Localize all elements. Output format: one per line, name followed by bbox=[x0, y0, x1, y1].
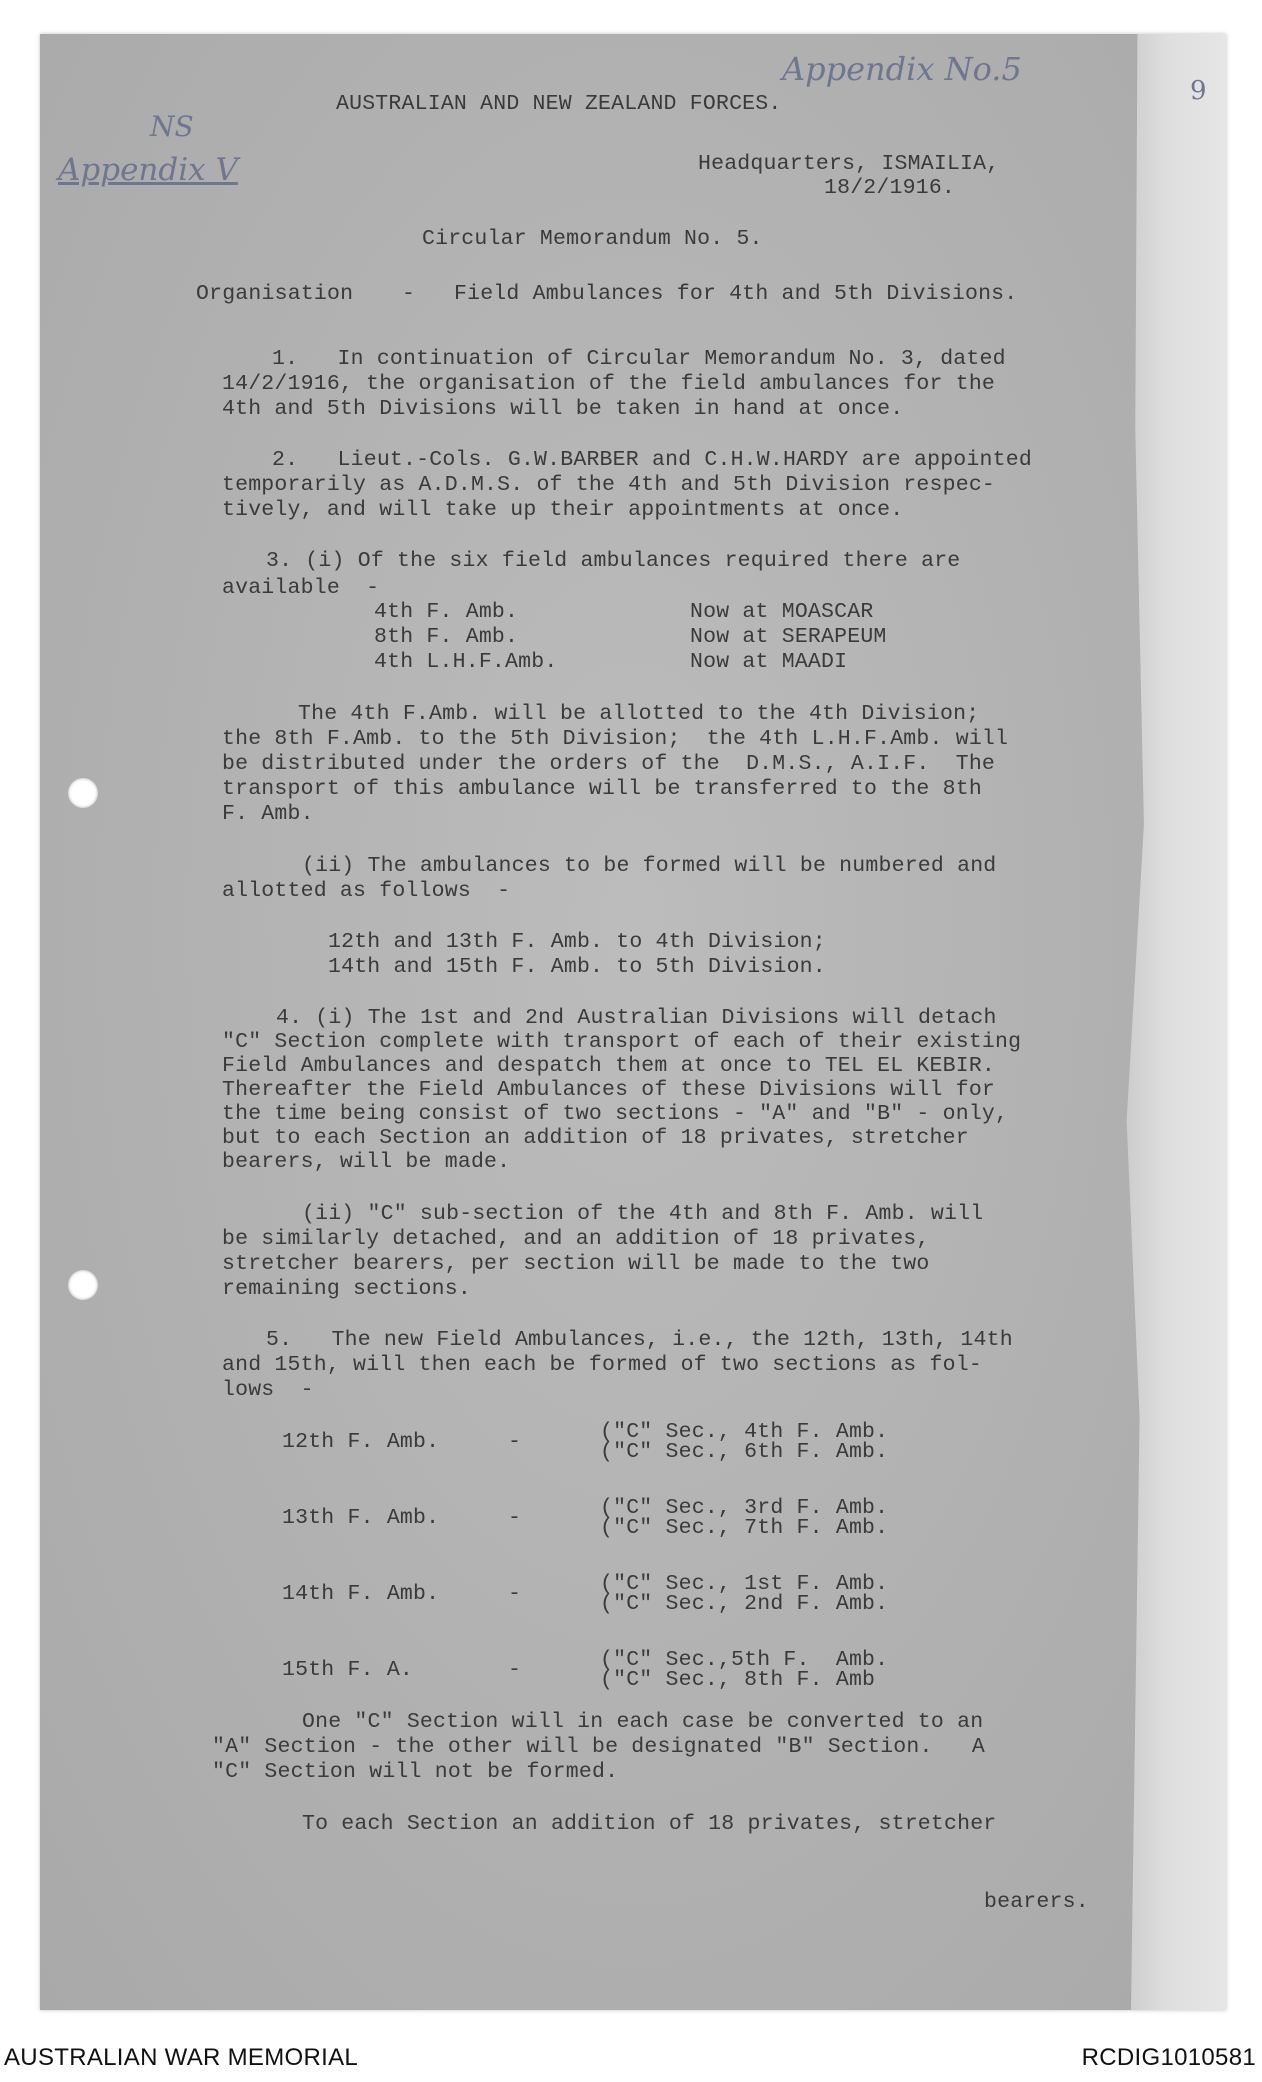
formation-unit: 15th F. A. bbox=[282, 1658, 414, 1682]
text-line: One "C" Section will in each case be converted to an bbox=[302, 1710, 984, 1734]
text-line: be distributed under the orders of the D.M.S., A.I.F. The bbox=[222, 752, 996, 776]
handwritten-appendix-roman: Appendix V bbox=[58, 152, 238, 188]
text-line: lows - bbox=[222, 1378, 314, 1402]
text-line: F. Amb. bbox=[222, 802, 314, 826]
text-line: Thereafter the Field Ambulances of these Divisions will for bbox=[222, 1078, 996, 1102]
memo-date: 18/2/1916. bbox=[824, 176, 956, 200]
handwritten-appendix-number: Appendix No.5 bbox=[782, 50, 1022, 88]
text-line: transport of this ambulance will be transferred to the 8th bbox=[222, 777, 982, 801]
page-number: 9 bbox=[1190, 76, 1207, 106]
formation-dash: - bbox=[508, 1430, 522, 1454]
available-unit: 4th L.H.F.Amb. bbox=[374, 650, 558, 674]
available-location: Now at MAADI bbox=[690, 650, 848, 674]
text-line: the time being consist of two sections - "A" and "B" - only, bbox=[222, 1102, 1009, 1126]
text-line: allotted as follows - bbox=[222, 879, 511, 903]
subject-dash: - bbox=[402, 282, 416, 306]
handwritten-ns-mark: NS bbox=[150, 110, 194, 143]
text-line: 5. The new Field Ambulances, i.e., the 12th, 13th, 14th bbox=[266, 1328, 1013, 1352]
text-line: but to each Section an addition of 18 privates, stretcher bbox=[222, 1126, 969, 1150]
formation-unit: 13th F. Amb. bbox=[282, 1506, 440, 1530]
available-unit: 8th F. Amb. bbox=[374, 625, 519, 649]
paper-edge-shading bbox=[1118, 34, 1226, 2010]
text-line: 2. Lieut.-Cols. G.W.BARBER and C.H.W.HARDY are appointed bbox=[272, 448, 1032, 472]
formation-dash: - bbox=[508, 1506, 522, 1530]
available-unit: 4th F. Amb. bbox=[374, 600, 519, 624]
text-line: The 4th F.Amb. will be allotted to the 4th Division; bbox=[298, 702, 980, 726]
formation-section: ("C" Sec., 3rd F. Amb. bbox=[600, 1496, 889, 1520]
formation-section: ("C" Sec., 6th F. Amb. bbox=[600, 1440, 889, 1464]
text-line: available - bbox=[222, 576, 380, 600]
numbered-allotment: 14th and 15th F. Amb. to 5th Division. bbox=[328, 955, 826, 979]
formation-dash: - bbox=[508, 1658, 522, 1682]
document-page bbox=[40, 34, 1226, 2010]
memo-title: Circular Memorandum No. 5. bbox=[422, 227, 763, 251]
formation-section: ("C" Sec., 7th F. Amb. bbox=[600, 1516, 889, 1540]
text-line: stretcher bearers, per section will be made to the two bbox=[222, 1252, 930, 1276]
available-location: Now at MOASCAR bbox=[690, 600, 874, 624]
text-line: 4. (i) The 1st and 2nd Australian Divisions will detach bbox=[276, 1006, 997, 1030]
formation-dash: - bbox=[508, 1582, 522, 1606]
text-line: tively, and will take up their appointments at once. bbox=[222, 498, 904, 522]
footer-record-id: RCDIG1010581 bbox=[1081, 2044, 1256, 2071]
formation-section: ("C" Sec., 1st F. Amb. bbox=[600, 1572, 889, 1596]
subject-text: Field Ambulances for 4th and 5th Divisions. bbox=[454, 282, 1018, 306]
text-line: (ii) "C" sub-section of the 4th and 8th F. Amb. will bbox=[302, 1202, 984, 1226]
document-heading: AUSTRALIAN AND NEW ZEALAND FORCES. bbox=[336, 92, 782, 116]
formation-section: ("C" Sec.,5th F. Amb. bbox=[600, 1648, 889, 1672]
formation-unit: 12th F. Amb. bbox=[282, 1430, 440, 1454]
text-line: "A" Section - the other will be designated "B" Section. A bbox=[212, 1735, 986, 1759]
text-line: "C" Section complete with transport of each of their existing bbox=[222, 1030, 1022, 1054]
formation-section: ("C" Sec., 4th F. Amb. bbox=[600, 1420, 889, 1444]
numbered-allotment: 12th and 13th F. Amb. to 4th Division; bbox=[328, 930, 826, 954]
text-line: be similarly detached, and an addition of 18 privates, bbox=[222, 1227, 930, 1251]
formation-section: ("C" Sec., 8th F. Amb bbox=[600, 1668, 876, 1692]
footer-institution: AUSTRALIAN WAR MEMORIAL bbox=[4, 2044, 359, 2071]
text-line: bearers, will be made. bbox=[222, 1150, 511, 1174]
text-line: 4th and 5th Divisions will be taken in hand at once. bbox=[222, 397, 904, 421]
text-line: "C" Section will not be formed. bbox=[212, 1760, 619, 1784]
text-line: 1. In continuation of Circular Memorandum No. 3, dated bbox=[272, 347, 1006, 371]
headquarters-line: Headquarters, ISMAILIA, bbox=[698, 152, 1000, 176]
catchword: bearers. bbox=[984, 1890, 1089, 1914]
formation-unit: 14th F. Amb. bbox=[282, 1582, 440, 1606]
subject-label: Organisation bbox=[196, 282, 354, 306]
available-location: Now at SERAPEUM bbox=[690, 625, 887, 649]
punch-hole bbox=[68, 1270, 98, 1300]
text-line: temporarily as A.D.M.S. of the 4th and 5th Division respec- bbox=[222, 473, 996, 497]
text-line: the 8th F.Amb. to the 5th Division; the 4th L.H.F.Amb. will bbox=[222, 727, 1009, 751]
formation-section: ("C" Sec., 2nd F. Amb. bbox=[600, 1592, 889, 1616]
text-line: (ii) The ambulances to be formed will be numbered and bbox=[302, 854, 997, 878]
text-line: 14/2/1916, the organisation of the field ambulances for the bbox=[222, 372, 996, 396]
last-text-line: To each Section an addition of 18 privates, stretcher bbox=[302, 1812, 997, 1836]
text-line: 3. (i) Of the six field ambulances required there are bbox=[266, 549, 961, 573]
punch-hole bbox=[68, 778, 98, 808]
text-line: and 15th, will then each be formed of two sections as fol- bbox=[222, 1353, 982, 1377]
text-line: remaining sections. bbox=[222, 1277, 471, 1301]
text-line: Field Ambulances and despatch them at once to TEL EL KEBIR. bbox=[222, 1054, 996, 1078]
